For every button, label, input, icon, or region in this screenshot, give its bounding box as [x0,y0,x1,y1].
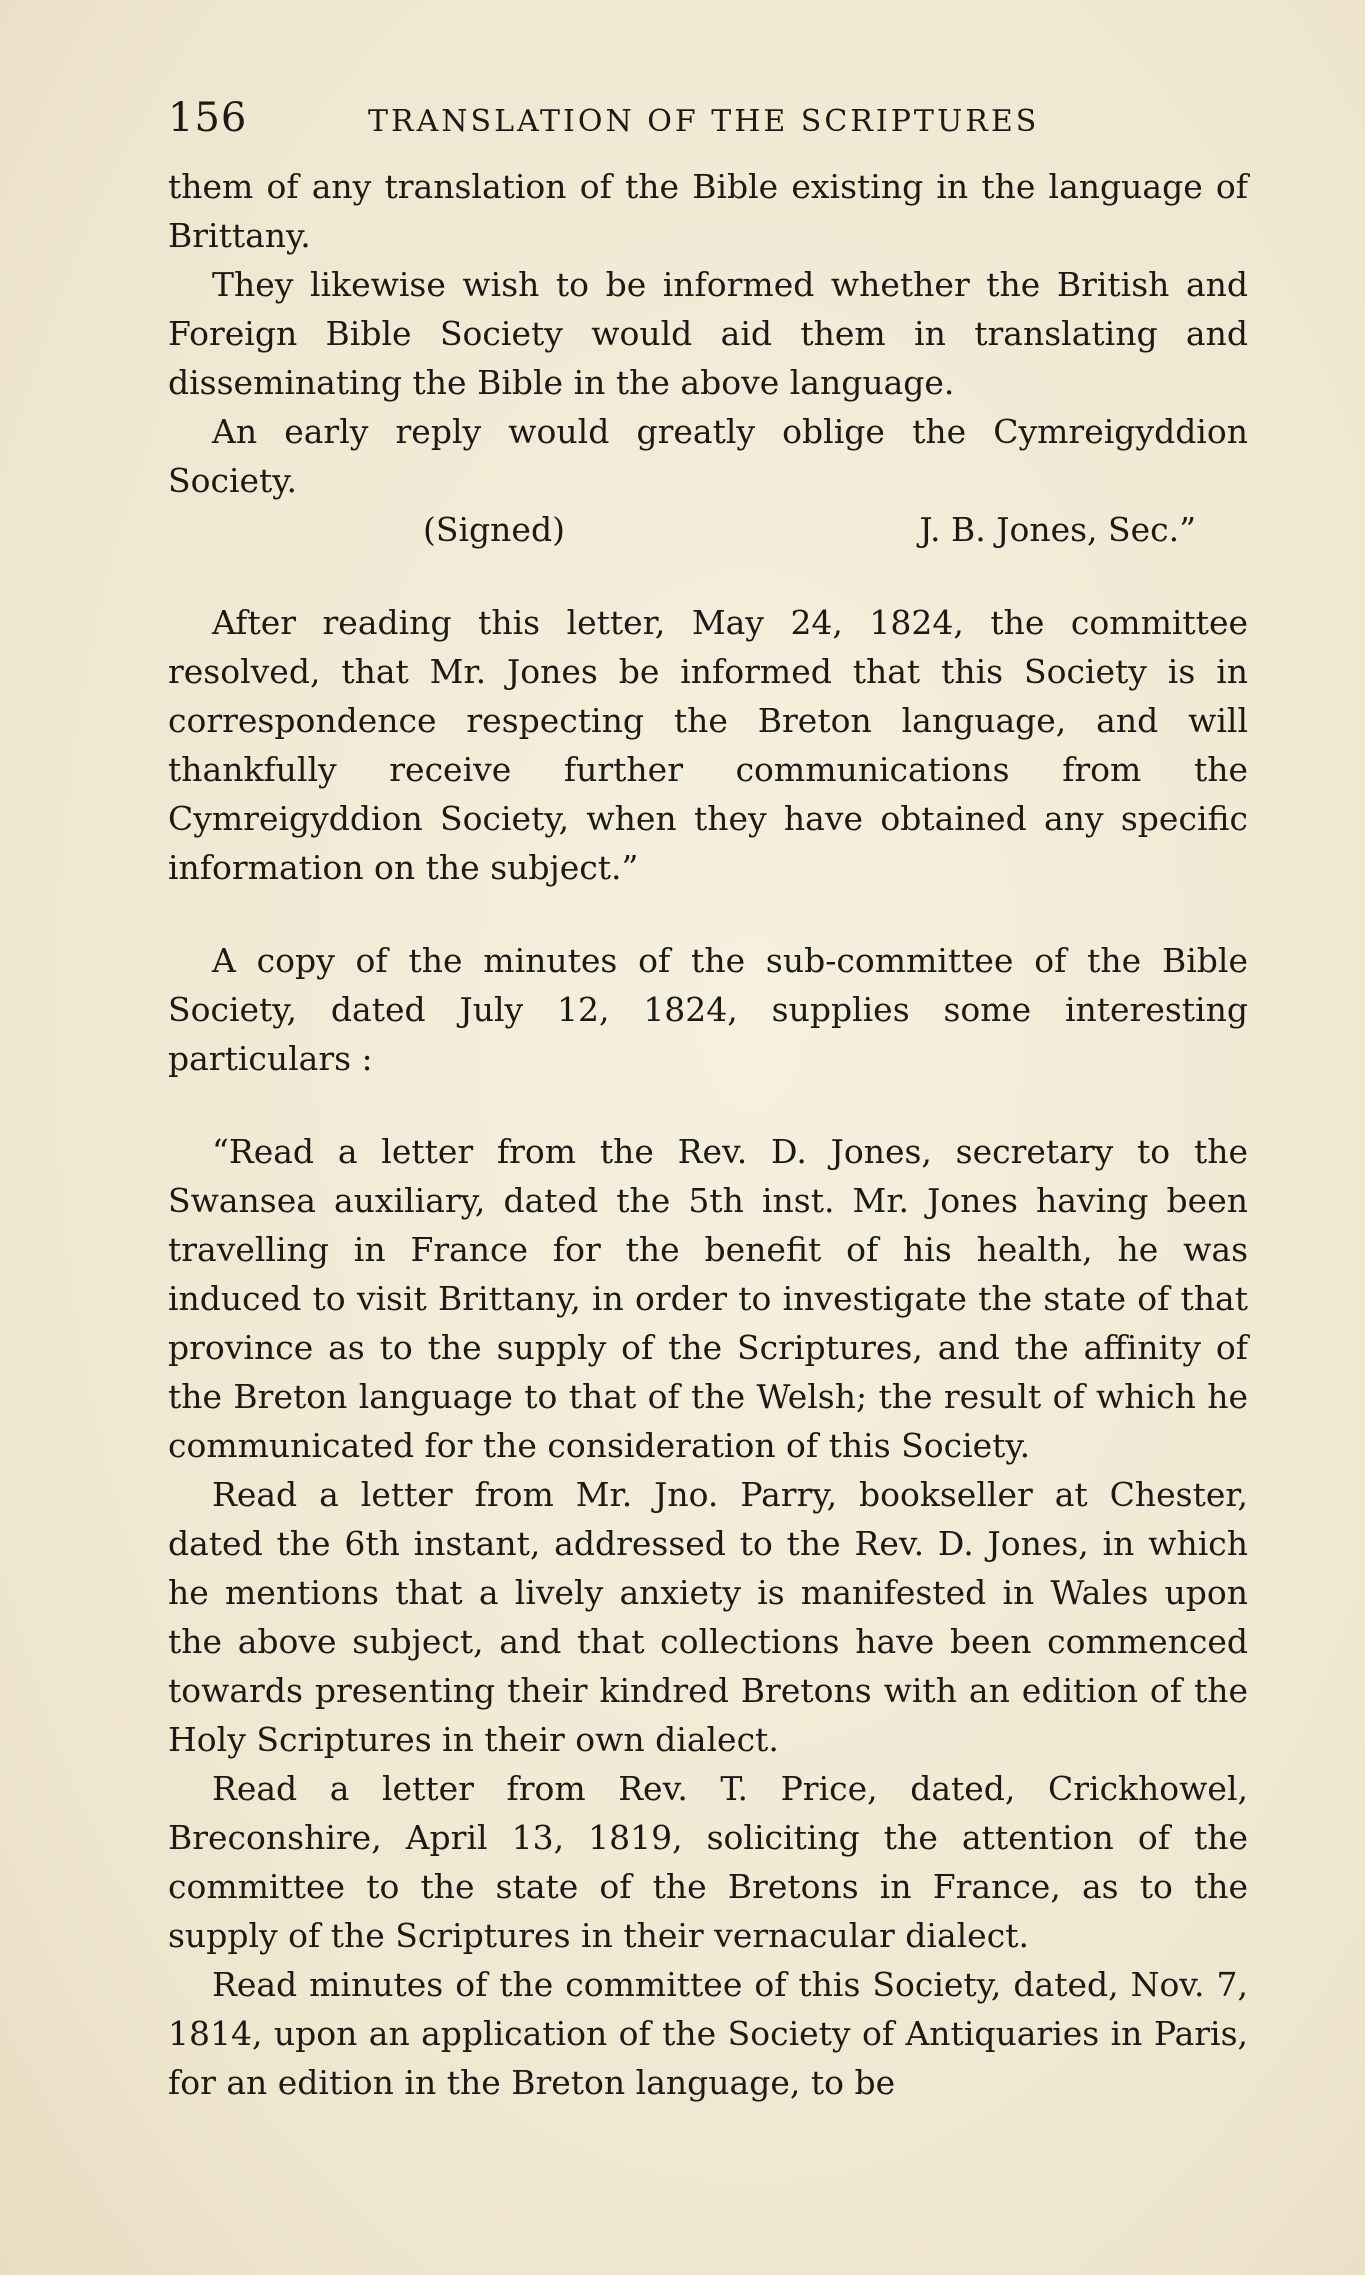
quoted-paragraph: Read a letter from Mr. Jno. Parry, bookseller at Chester, dated the 6th instant, addressed to the Rev. D. Jones, in which he mentions that a lively anxiety is manifested in Wales upon the above subject, and that collections have been commenced towards presenting their kindred Bretons with an edition of the Holy Scriptures in their own dialect. [168,1475,1248,1759]
body-text [168,162,1248,2107]
paragraph: A copy of the minutes of the sub-committee of the Bible Society, dated July 12, 1824, supplies some interesting particulars : [168,941,1248,1078]
quoted-paragraph: “Read a letter from the Rev. D. Jones, secretary to the Swansea auxiliary, dated the 5th inst. Mr. Jones having been travelling in France for the benefit of his health, he was induced to visit Brittany, in order to investigate the state of that province as to the supply of the Scriptures, and the affinity of the Breton language to that of the Welsh; the result of which he communicated for the consideration of this Society. [168,1132,1248,1465]
quoted-paragraph: Read a letter from Rev. T. Price, dated, Crickhowel, Breconshire, April 13, 1819, soliciting the attention of the committee to the state of the Bretons in France, as to the supply of the Scriptures in their vernacular dialect. [168,1769,1248,1955]
running-head [168,95,1268,141]
paragraph: After reading this letter, May 24, 1824, the committee resolved, that Mr. Jones be informed that this Society is in correspondence respecting the Breton language, and will thankfully receive further communications from the Cymreigyddion Society, when they have obtained any specific information on the subject.” [168,603,1248,887]
signature-name: J. B. Jones, Sec.” [919,510,1196,549]
signature-signed: (Signed) [423,510,565,549]
quoted-paragraph: Read minutes of the committee of this Society, dated, Nov. 7, 1814, upon an application of the Society of Antiquaries in Paris, for an edition in the Breton language, to be [168,1965,1248,2102]
signature-line [168,505,1248,554]
page-number: 156 [168,95,248,141]
paragraph: An early reply would greatly oblige the Cymreigyddion Society. [168,412,1248,500]
running-title: TRANSLATION OF THE SCRIPTURES [368,104,1040,139]
paragraph: They likewise wish to be informed whether the British and Foreign Bible Society would aid them in translating and disseminating the Bible in the above language. [168,265,1248,402]
paragraph-continuation: them of any translation of the Bible existing in the language of Brittany. [168,167,1248,255]
